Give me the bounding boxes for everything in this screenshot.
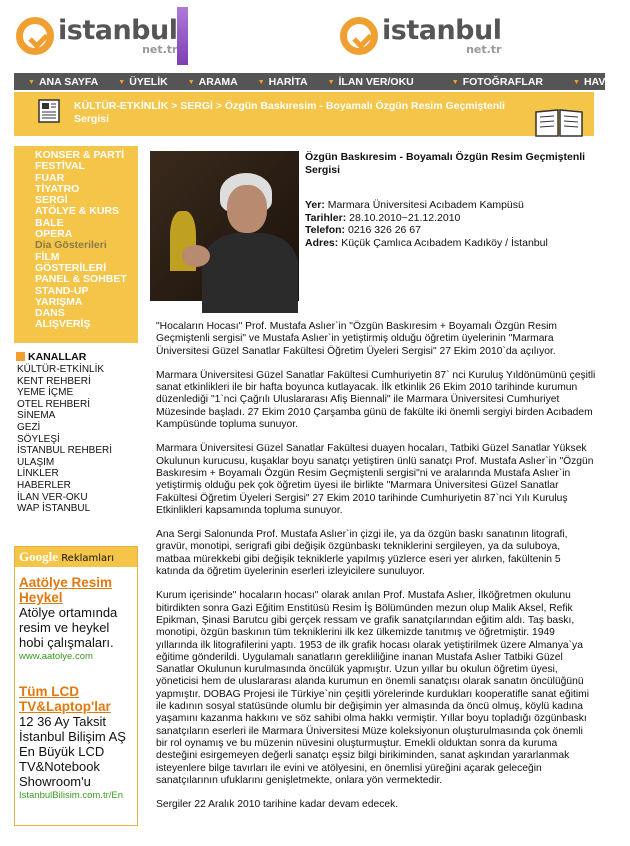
channel-item[interactable]: İLAN VER-OKU [17, 491, 88, 503]
ad-body: 12 36 Ay Taksit İstanbul Bilişim AŞ En Büyük LCD TV&Notebook Showroom'u [19, 714, 126, 789]
article-body [156, 321, 596, 823]
article-paragraph: Marmara Üniversitesi Güzel Sanatlar Fakültesi duayen hocaları, Tatbiki Güzel Sanatlar Yüksek Okulunun kurucusu, kuşaklar boyu sanatçı yetiştiren ünlü sanatçı Prof. Mustafa Aslıer`in "Özgün Baskıresim + Boyamalı Özgün Resim Geçmiştenli sergisi"ni ve aralarında Mustafa Aslıer`in yetiştirmiş olduğu pek çok öğretim üyesi ile birlikte "Marmara Üniversitesi Güzel Sanatlar Fakültesi Öğretim Üyeleri Sergisi" 27 Ekim 2010 tarihinde Cumhuriyetin 87`nci Yılı Kuruluş Etkinlikleri kapsamında topluma sunuyor. [156, 443, 594, 516]
channels-title: KANALLAR [14, 351, 138, 364]
cat-konser[interactable]: KONSER & PARTİ [35, 149, 125, 161]
google-label[interactable]: Google [19, 549, 58, 564]
site-logo-right[interactable] [340, 10, 501, 62]
channel-item[interactable]: GEZİ [17, 421, 41, 433]
channel-item[interactable]: İSTANBUL REHBERİ [17, 445, 113, 457]
article-paragraph: Kurum içerisinde" hocaların hocası" olarak anılan Prof. Mustafa Aslıer, İlköğretmen okulunu bitirdikten sonra Gazi Eğitim Enstitüsü Resim İş Bölümünden mezun olup Malik Aksel, Refik Epikman, Şinasi Barutcu gibi gerçek ressam ve grafik sanatçılarından eğitim aldı. Taş baskı, monotipi, özgün baskının tüm tekniklerini ilk kez ülkemizde tanıtmış ve öğretmiştir. 1949 yıllarında ilk litografilerini yaptı. 1953 de ilk grafik hocası olarak yetiştirilmek üzere Almanya`ya eğitime gönderildi. Uygulamalı sanatların gerekliliğine inanan Mustafa Aslıer Tatbiki Güzel Sanatlar Okulunun kurulmasında öncülük yapmıştır. Uzun yıllar bu okulun öğretim üyesi, yöneticisi hem de uluslararası alanda kurumun en önemli sanatçısı olarak sanatın öncülüğünü yapmıştır. DOBAG Projesi ile Türkiye`nin çeşitli yörelerinde kurdukları kooperatifle sanat eğitimi ile kadının sosyal statüsünde olumlu bir değişimin yer almasında da öncü olmuş, köylü kadına yaşamını kazanma hakkını ve söz sahibi olma hakkı vermiştir. Yıllar boyu topladığı özgünbaskı sanatçıların eserleri ile Marmara Üniversitesi Müze koleksiyonun oluşturulmasında çok önemli bir rol oynamış ve bu müzenin nüvesini oluşturmuştur. Emekli olduktan sonra da kuruma desteğini esirgemeyen değerli sanatçı eşsiz bilgi birikiminden, sanat aşkından yararlanmak isteyenlere bilge tavırları ile evini ve atölyesini, en önemlisi yüreğini açarak geleceğin sanatçılarının ufuklarını genişletmekte, onlara yön vermektedir. [156, 590, 590, 786]
channel-item[interactable]: SİNEMA [17, 410, 56, 422]
article-paragraph: "Hocaların Hocası" Prof. Mustafa Aslıer`in "Özgün Baskıresim + Boyamalı Özgün Resim Geçmiştenli sergisi" ve Mustafa Aslıer`in yetiştirmiş olduğu öğretim üyelerinin "Marmara Üniversitesi Güzel Sanatlar Fakültesi Öğretim Üyeleri Sergisi" 27 Ekim 2010`da açılıyor. [156, 321, 557, 357]
cat-dia[interactable]: Dia Gösterileri [35, 239, 107, 252]
event-info [305, 151, 595, 249]
cat-atolye[interactable]: ATÖLYE & KURS [35, 205, 120, 218]
channel-item[interactable]: HABERLER [17, 479, 71, 491]
nav-hava-durumu[interactable]: ▼ HAVA DU [573, 76, 630, 88]
nav-harita[interactable]: ▼ HARİTA [258, 76, 308, 88]
purple-divider [177, 7, 188, 65]
logo-suffix: net.tr [466, 43, 502, 56]
channel-item[interactable]: WAP İSTANBUL [17, 503, 91, 515]
main-nav [14, 73, 630, 90]
cat-film[interactable]: FİLM [35, 250, 60, 263]
cat-gosteriler[interactable]: GÖSTERİLERİ [35, 261, 107, 274]
ads-label: Reklamları [61, 553, 115, 564]
logo-name: istanbul [382, 15, 502, 46]
ad-body: Atölye ortamında resim ve heykel hobi çalışmaları. [19, 605, 118, 650]
cat-fuar[interactable]: FUAR [35, 171, 65, 184]
cat-bale[interactable]: BALE [35, 216, 64, 229]
event-venue: Yer: Marmara Üniversitesi Acıbadem Kampüsü [305, 199, 524, 211]
category-menu [14, 146, 138, 343]
channel-item[interactable]: LİNKLER [17, 468, 59, 480]
event-phone: Telefon: 0216 326 26 67 [305, 224, 421, 236]
cat-yarisma[interactable]: YARIŞMA [35, 295, 83, 308]
google-ads [14, 546, 138, 826]
document-icon [36, 98, 62, 124]
channels-list [14, 351, 138, 515]
cat-tiyatro[interactable]: TİYATRO [35, 182, 80, 195]
channel-item[interactable]: ULAŞIM [17, 456, 55, 468]
cat-dans[interactable]: DANS [35, 307, 65, 320]
logo-suffix: net.tr [142, 43, 178, 56]
logo-check-icon [16, 17, 54, 55]
nav-uyelik[interactable]: ▼ ÜYELİK [118, 76, 167, 88]
channel-item[interactable]: KÜLTÜR-ETKİNLİK [17, 364, 105, 375]
site-logo[interactable] [16, 10, 177, 62]
channel-item[interactable]: SÖYLEŞİ [17, 433, 60, 445]
nav-arama[interactable]: ▼ ARAMA [188, 76, 238, 88]
article-paragraph: Sergiler 22 Aralık 2010 tarihine kadar devam edecek. [156, 799, 399, 811]
ad-title[interactable]: Aatölye Resim Heykel [19, 575, 113, 605]
ad-url[interactable]: IstanbulBilisim.com.tr/En [19, 790, 124, 801]
event-photo [150, 151, 299, 301]
nav-ilan[interactable]: ▼ İLAN VER/OKU [328, 76, 414, 88]
logo-check-icon [340, 17, 378, 55]
open-book-icon [534, 108, 584, 138]
nav-ana-sayfa[interactable]: ▼ ANA SAYFA [28, 76, 98, 88]
cat-festival[interactable]: FESTİVAL [35, 160, 85, 173]
cat-standup[interactable]: STAND-UP [35, 284, 89, 297]
channel-item[interactable]: YEME İÇME [17, 387, 74, 399]
nav-fotograflar[interactable]: ▼ FOTOĞRAFLAR [452, 76, 543, 88]
cat-panel[interactable]: PANEL & SOHBET [35, 273, 127, 286]
ad-url[interactable]: www.aatolye.com [19, 651, 93, 662]
breadcrumb[interactable]: KÜLTÜR-ETKİNLİK > SERGİ > Özgün Baskıresim - Boyamalı Özgün Resim Geçmiştenli Sergisi [74, 100, 505, 125]
logo-name: istanbul [58, 15, 178, 46]
article-paragraph: Ana Sergi Salonunda Prof. Mustafa Aslıer`in çizgi ile, ya da özgün baskı sanatının litografi, gravür, monotipi, serigrafi gibi değişik özgünbaskı tekniklerini sergileyen, ya da suluboya, matbaa mürekkebi gibi değişik tekniklerle yapılmış yüzlerce eseri yer alırken, fakültenin 5 katında da öğretim üyelerinin eserleri izleyicilere sunuluyor. [156, 529, 568, 578]
cat-alisveris[interactable]: ALIŞVERİŞ [35, 318, 91, 331]
event-address: Adres: Küçük Çamlıca Acıbadem Kadıköy / İstanbul [305, 236, 548, 249]
channel-item[interactable]: KENT REHBERİ [17, 375, 91, 387]
section-header [14, 92, 594, 136]
ads-header [15, 547, 137, 567]
cat-opera[interactable]: OPERA [35, 228, 73, 241]
ad-title[interactable]: Tüm LCD TV&Laptop'lar [19, 684, 111, 714]
event-title: Özgün Baskıresim - Boyamalı Özgün Resim Geçmiştenli Sergisi [305, 151, 586, 176]
article-paragraph: Marmara Üniversitesi Güzel Sanatlar Fakültesi Cumhuriyetin 87` nci Kuruluş Yıldönümünü çeşitli sanat etkinlikleri ile bir hafta boyunca kutlayacak. İlk etkinlik 26 Ekim 2010 tarihinde kurumun düzenlediği "1`nci Çağrılı Uluslararası Afiş Biennali" ile Marmara Üniversitesi Cumhuriyet Müzesinde başladı. 27 Ekim 2010 Çarşamba günü de fakülte iki önemli sergiyi birden Acıbadem Kampüsünde topluma sunuyor. [156, 369, 596, 431]
channel-item[interactable]: OTEL REHBERİ [17, 398, 90, 410]
event-dates: Tarihler: 28.10.2010~21.12.2010 [305, 211, 461, 224]
cat-sergi[interactable]: SERGİ [35, 194, 68, 207]
